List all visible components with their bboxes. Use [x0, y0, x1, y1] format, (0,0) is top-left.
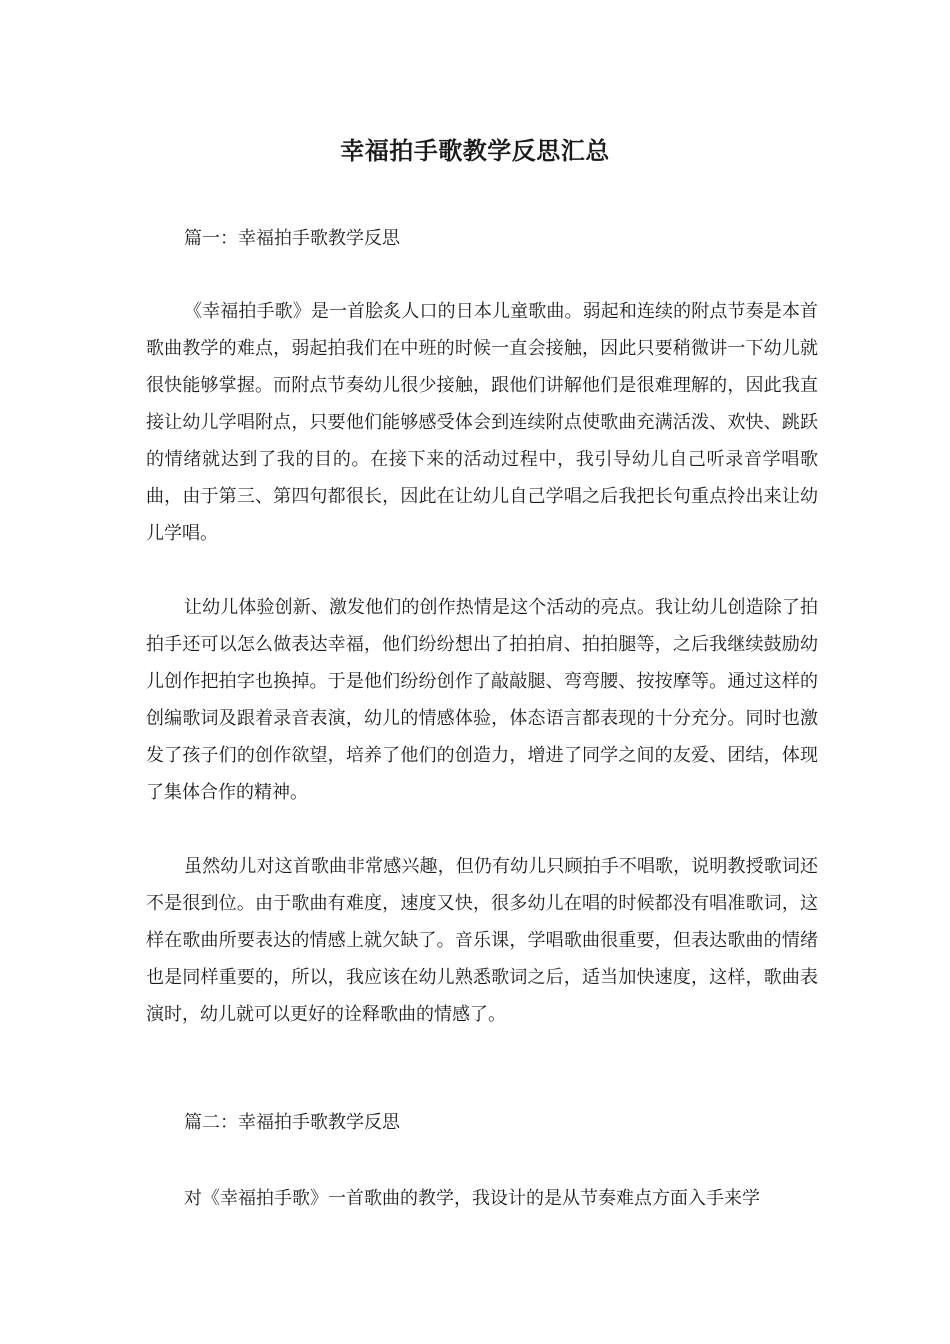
section-heading-1: 篇一：幸福拍手歌教学反思 — [184, 228, 400, 249]
document-title: 幸福拍手歌教学反思汇总 — [340, 137, 610, 165]
section-heading-2: 篇二：幸福拍手歌教学反思 — [184, 1112, 400, 1133]
section-1-paragraph-3: 虽然幼儿对这首歌曲非常感兴趣，但仍有幼儿只顾拍手不唱歌，说明教授歌词还不是很到位。由于歌曲有难度，速度又快，很多幼儿在唱的时候都没有唱准歌词，这样在歌曲所要表达的情感上就欠缺了。音乐课，学唱歌曲很重要，但表达歌曲的情绪也是同样重要的，所以，我应该在幼儿熟悉歌词之后，适当加快速度，这样，歌曲表演时，幼儿就可以更好的诠释歌曲的情感了。 — [146, 856, 818, 1025]
section-1-paragraph-2: 让幼儿体验创新、激发他们的创作热情是这个活动的亮点。我让幼儿创造除了拍拍手还可以怎么做表达幸福，他们纷纷想出了拍拍肩、拍拍腿等，之后我继续鼓励幼儿创作把拍字也换掉。于是他们纷纷创作了敲敲腿、弯弯腰、按按摩等。通过这样的创编歌词及跟着录音表演，幼儿的情感体验，体态语言都表现的十分充分。同时也激发了孩子们的创作欲望，培养了他们的创造力，增进了同学之间的友爱、团结，体现了集体合作的精神。 — [146, 597, 818, 803]
section-1-paragraph-1: 《幸福拍手歌》是一首脍炙人口的日本儿童歌曲。弱起和连续的附点节奏是本首歌曲教学的难点，弱起拍我们在中班的时候一直会接触，因此只要稍微讲一下幼儿就很快能够掌握。而附点节奏幼儿很少接触，跟他们讲解他们是很难理解的，因此我直接让幼儿学唱附点，只要他们能够感受体会到连续附点使歌曲充满活泼、欢快、跳跃的情绪就达到了我的目的。在接下来的活动过程中，我引导幼儿自己听录音学唱歌曲，由于第三、第四句都很长，因此在让幼儿自己学唱之后我把长句重点拎出来让幼儿学唱。 — [146, 301, 818, 544]
section-2-paragraph-1: 对《幸福拍手歌》一首歌曲的教学，我设计的是从节奏难点方面入手来学 — [184, 1188, 760, 1209]
